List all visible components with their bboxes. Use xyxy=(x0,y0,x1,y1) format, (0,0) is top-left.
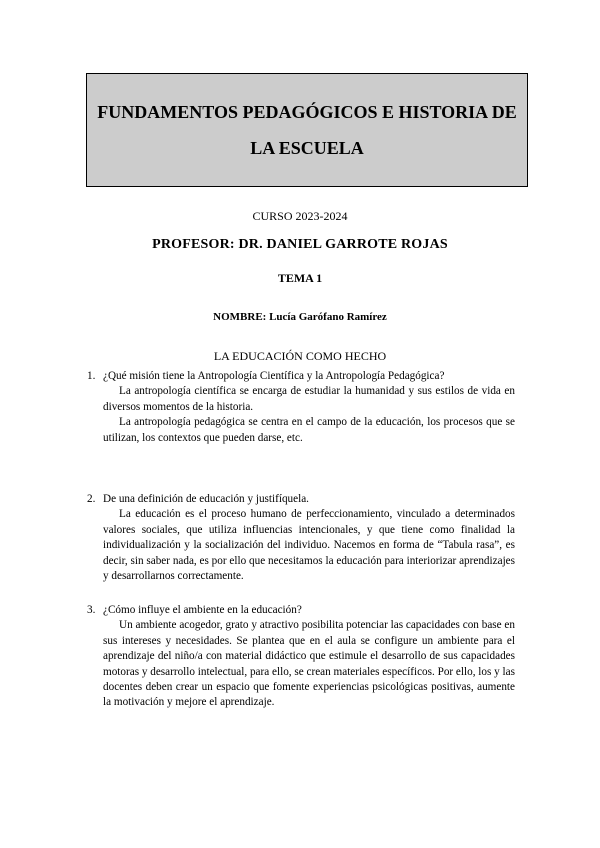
title-line-2: LA ESCUELA xyxy=(250,138,364,158)
section-heading: LA EDUCACIÓN COMO HECHO xyxy=(213,349,387,363)
question-text: De una definición de educación y justifíquela. xyxy=(103,493,309,505)
answer-paragraph: La antropología pedagógica se centra en el campo de la educación, los procesos que se utilizan, los contextos que pueden darse, etc. xyxy=(103,416,515,444)
answer-paragraph: La educación es el proceso humano de perfeccionamiento, vinculado a determinados valores sociales, que utiliza influencias intencionales, y que tiene como finalidad la individualización y la socialización del individuo. Nacemos en forma de “Tabula rasa”, es decir, sin saber nada, es por ello que necesitamos la educación para interiorizar aprendizajes y desarrollarnos correctamente. xyxy=(103,508,515,583)
answer-paragraph: La antropología científica se encarga de estudiar la humanidad y sus estilos de vida en diversos momentos de la historia. xyxy=(103,385,515,413)
question-number: 3. xyxy=(87,604,96,616)
student-name: NOMBRE: Lucía Garófano Ramírez xyxy=(213,311,387,323)
title-line-1: FUNDAMENTOS PEDAGÓGICOS E HISTORIA DE xyxy=(97,102,517,122)
answer-block xyxy=(103,507,515,584)
answer-paragraph: Un ambiente acogedor, grato y atractivo posibilita potenciar las capacidades con base en sus intereses y necesidades. Se plantea que en el aula se configure un ambiente para el aprendizaje del niño/a con material didáctico que estimule el desarrollo de sus capacidades motoras y desarrollo intelectual, para ello, se crean materiales específicos. Por ello, los y las docentes deben crear un espacio que fomente experiencias psicológicas positivas, aumente la motivación y mejore el aprendizaje. xyxy=(103,619,515,709)
question-number: 2. xyxy=(87,493,96,505)
question-text: ¿Cómo influye el ambiente en la educación? xyxy=(103,604,302,616)
answer-block xyxy=(103,384,515,446)
title-box xyxy=(86,73,528,187)
course-year: CURSO 2023-2024 xyxy=(252,209,348,223)
question-text: ¿Qué misión tiene la Antropología Científica y la Antropología Pedagógica? xyxy=(103,370,445,382)
answer-block xyxy=(103,618,515,710)
topic-label: TEMA 1 xyxy=(277,271,323,285)
professor-name: PROFESOR: DR. DANIEL GARROTE ROJAS xyxy=(152,237,448,252)
question-number: 1. xyxy=(87,370,96,382)
